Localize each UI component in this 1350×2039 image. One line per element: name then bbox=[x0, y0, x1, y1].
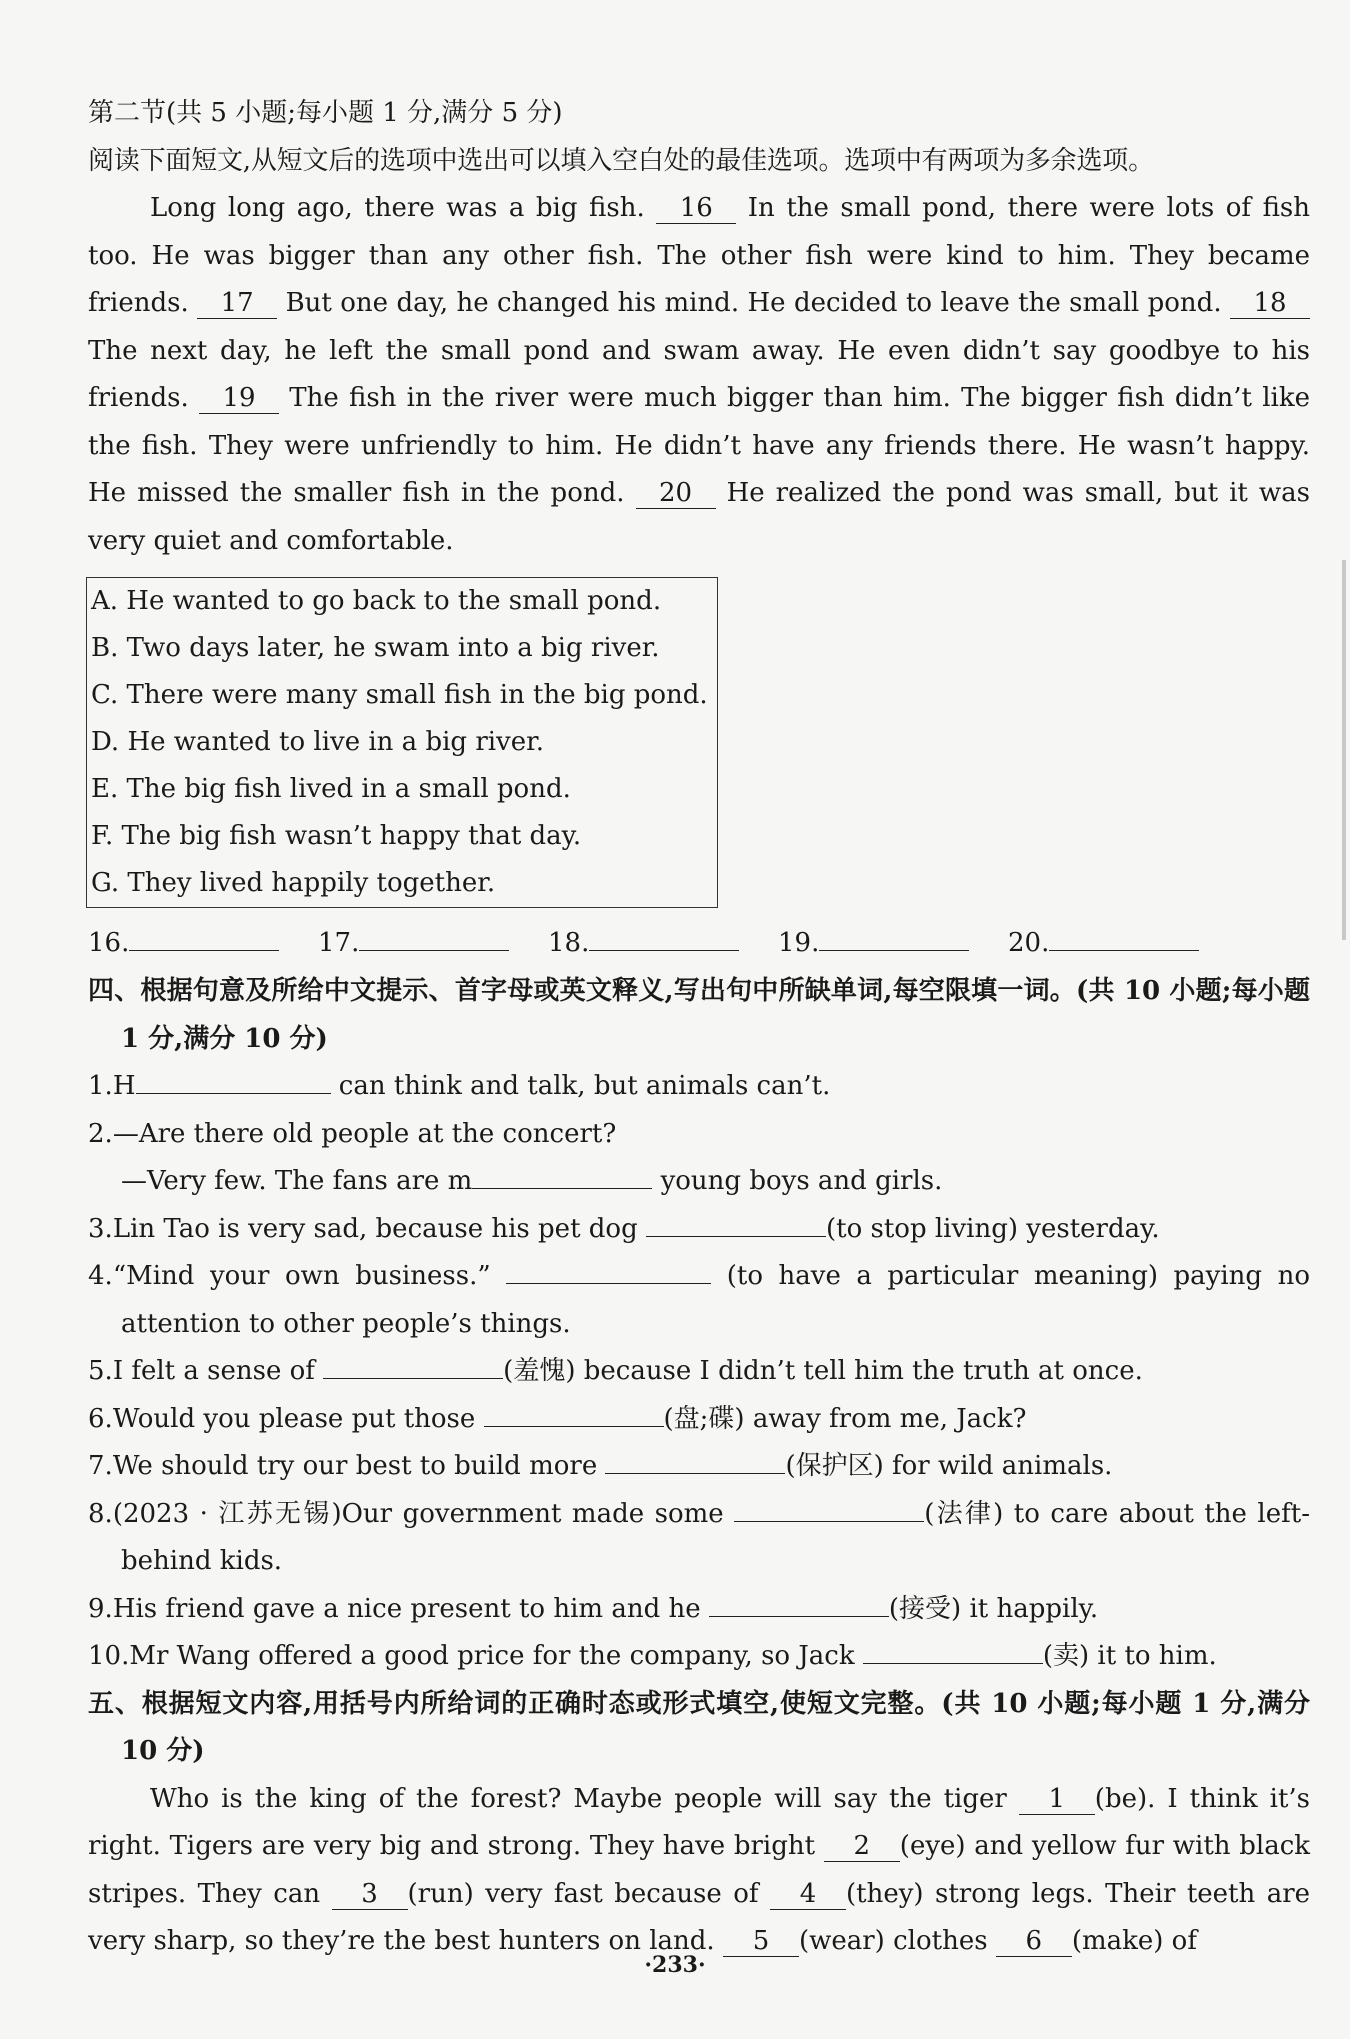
blank-2[interactable]: 2 bbox=[824, 1831, 900, 1862]
worksheet-page bbox=[88, 90, 1310, 1966]
part4-item-9: 9.His friend gave a nice present to him and he (接受) it happily. bbox=[88, 1593, 1099, 1624]
part4-item-6: 6.Would you please put those (盘;碟) away from me, Jack? bbox=[88, 1403, 1027, 1434]
part4-item-5: 5.I felt a sense of (羞愧) because I didn’t tell him the truth at once. bbox=[88, 1356, 1143, 1386]
answer-17-field[interactable] bbox=[359, 926, 509, 951]
item-10-field[interactable] bbox=[863, 1639, 1043, 1664]
item-1-field[interactable] bbox=[136, 1069, 331, 1094]
blank-19[interactable]: 19 bbox=[199, 383, 279, 414]
part4-item-3: 3.Lin Tao is very sad, because his pet dog (to stop living) yesterday. bbox=[88, 1213, 1160, 1244]
blank-6[interactable]: 6 bbox=[996, 1926, 1072, 1957]
answer-18-field[interactable] bbox=[589, 926, 739, 951]
blank-4[interactable]: 4 bbox=[770, 1879, 846, 1910]
part4-item-2: 2.—Are there old people at the concert? bbox=[88, 1118, 617, 1149]
option-f: F. The big fish wasn’t happy that day. bbox=[91, 821, 582, 851]
section2-instruction: 阅读下面短文,从短文后的选项中选出可以填入空白处的最佳选项。选项中有两项为多余选项。 bbox=[88, 145, 1154, 176]
answer-20-field[interactable] bbox=[1049, 926, 1199, 951]
item-7-field[interactable] bbox=[605, 1449, 785, 1474]
item-5-field[interactable] bbox=[323, 1354, 503, 1379]
blank-3[interactable]: 3 bbox=[332, 1879, 408, 1910]
item-4-field[interactable] bbox=[506, 1259, 711, 1284]
passage-text: The fish in the river were much bigger than him. The bigger fish didn’t like the fish. They were unfriendly to him. He didn’t have any friends there. He wasn’t happy. He missed the smaller fish in the pond. bbox=[88, 383, 1310, 508]
option-b: B. Two days later, he swam into a big river. bbox=[91, 633, 660, 663]
part5-passage: Who is the king of the forest? Maybe people will say the tiger 1 (be). I think it’s right. Tigers are very big and strong. They have bright 2 (eye) and yellow fur with black stripes. They can 3 (run) very fast because of 4 (they) strong legs. Their teeth are very sharp, so they’re the best hunters on land. 5 (wear) clothes 6 (make) of bbox=[88, 1783, 1311, 1956]
blank-5[interactable]: 5 bbox=[723, 1926, 799, 1957]
options-box bbox=[86, 577, 718, 908]
part4-item-7: 7.We should try our best to build more (保护区) for wild animals. bbox=[88, 1451, 1113, 1481]
option-e: E. The big fish lived in a small pond. bbox=[91, 774, 571, 804]
answer-16: 16. bbox=[88, 918, 318, 968]
passage-text: The next day, he left the small pond and swam away. He even didn’t say goodbye to his friends. bbox=[88, 335, 1310, 413]
part4-item-1: 1.H can think and talk, but animals can’t. bbox=[88, 1071, 831, 1101]
option-c: C. There were many small fish in the big pond. bbox=[91, 680, 708, 710]
answer-17: 17. bbox=[318, 918, 548, 968]
passage-text: But one day, he changed his mind. He decided to leave the small pond. bbox=[285, 288, 1222, 318]
passage-text: He realized the pond was small, but it was very quiet and comfortable. bbox=[88, 478, 1310, 556]
answer-19: 19. bbox=[778, 918, 1008, 968]
blank-17[interactable]: 17 bbox=[197, 288, 277, 319]
item-2-field[interactable] bbox=[472, 1164, 652, 1189]
passage-text: Long long ago, there was a big fish. bbox=[150, 193, 645, 223]
answer-row bbox=[88, 918, 1310, 968]
blank-18[interactable]: 18 bbox=[1230, 288, 1310, 319]
item-8-field[interactable] bbox=[734, 1497, 924, 1522]
answer-19-field[interactable] bbox=[819, 926, 969, 951]
item-9-field[interactable] bbox=[709, 1592, 889, 1617]
page-number: ·233· bbox=[644, 1952, 706, 1978]
answer-20: 20. bbox=[1008, 918, 1238, 968]
blank-1[interactable]: 1 bbox=[1019, 1784, 1095, 1815]
part5-heading: 五、根据短文内容,用括号内所给词的正确时态或形式填空,使短文完整。(共 10 小题;每小题 1 分,满分 10 分) bbox=[88, 1688, 1310, 1766]
section2-title: 第二节(共 5 小题;每小题 1 分,满分 5 分) bbox=[88, 98, 563, 128]
part4-item-2-reply: —Very few. The fans are m young boys and girls. bbox=[121, 1166, 943, 1196]
part4-heading: 四、根据句意及所给中文提示、首字母或英文释义,写出句中所缺单词,每空限填一词。(共 10 小题;每小题 1 分,满分 10 分) bbox=[88, 976, 1310, 1054]
answer-18: 18. bbox=[548, 918, 778, 968]
page-edge-shadow bbox=[1342, 560, 1346, 940]
option-g: G. They lived happily together. bbox=[91, 868, 496, 898]
blank-16[interactable]: 16 bbox=[656, 193, 736, 224]
answer-16-field[interactable] bbox=[129, 926, 279, 951]
blank-20[interactable]: 20 bbox=[636, 478, 716, 509]
passage-text: In the small pond, there were lots of fish too. He was bigger than any other fish. The other fish were kind to him. They became friends. bbox=[88, 193, 1310, 318]
option-d: D. He wanted to live in a big river. bbox=[91, 727, 544, 757]
option-a: A. He wanted to go back to the small pond. bbox=[91, 586, 662, 616]
reading-passage bbox=[88, 185, 1310, 565]
item-6-field[interactable] bbox=[484, 1402, 664, 1427]
part4-item-8: 8.(2023 · 江苏无锡)Our government made some (法律) to care about the left-behind kids. bbox=[88, 1498, 1310, 1576]
part4-item-4: 4.“Mind your own business.” (to have a particular meaning) paying no attention to other people’s things. bbox=[88, 1261, 1310, 1339]
item-3-field[interactable] bbox=[646, 1212, 826, 1237]
part4-item-10: 10.Mr Wang offered a good price for the company, so Jack (卖) it to him. bbox=[88, 1641, 1217, 1671]
